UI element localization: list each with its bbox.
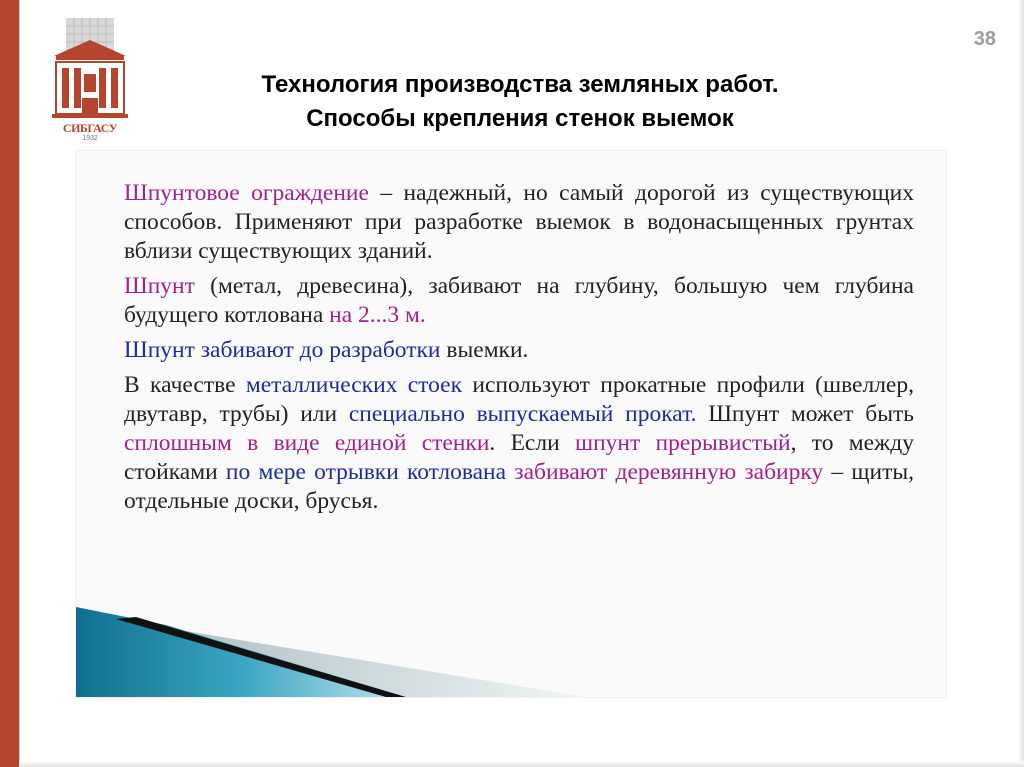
- term-wooden-lagging: забивают деревянную забирку: [514, 459, 824, 485]
- divider: [19, 0, 20, 767]
- content-text: [124, 179, 914, 522]
- paragraph-sheet-pile: [124, 272, 914, 330]
- term-excavation-progress: по мере отрывки котлована: [225, 459, 507, 485]
- paragraph-metal-posts: [124, 371, 914, 516]
- term-intermittent: шпунт прерывистый: [574, 430, 791, 456]
- slide-shadow-right: [1018, 0, 1024, 767]
- term-metal-posts: металлических стоек: [245, 372, 463, 398]
- term-sheet-pile: Шпунт: [124, 273, 195, 299]
- slide-shadow-bottom: [19, 761, 1024, 767]
- paragraph-text: – надежный, но самый дорогой из существующих способов. Применяют при разработке выемок в водонасыщенных грунтах вблизи существующих зданий.: [124, 180, 914, 264]
- slide-number: 38: [973, 28, 996, 50]
- term-driving: Шпунт забивают до разработки: [124, 337, 441, 363]
- term-sheet-pile-fence: Шпунтовое ограждение: [124, 180, 369, 206]
- paragraph-text: используют прокатные профили (швеллер, двутавр, трубы) или: [124, 372, 914, 427]
- slide-title: [150, 68, 890, 136]
- title-line-1: Технология производства земляных работ.: [261, 71, 779, 98]
- paragraph-sheet-pile-fence: [124, 179, 914, 266]
- paragraph-text: Шпунт может быть: [696, 401, 914, 427]
- title-line-2: Способы крепления стенок выемок: [306, 105, 734, 132]
- logo-caption: СИБГАСУ: [62, 121, 118, 135]
- paragraph-text: В качестве: [124, 372, 246, 398]
- term-continuous: сплошным в виде единой стенки: [124, 430, 490, 456]
- paragraph-text: (метал, древесина), забивают на глубину, большую чем глубина будущего котлована: [124, 273, 914, 328]
- decorative-wave: [76, 607, 947, 697]
- paragraph-driving: [124, 336, 914, 365]
- term-special-rolled: специально выпускаемый прокат.: [348, 401, 697, 427]
- content-panel: [75, 150, 947, 698]
- paragraph-text: – щиты, отдельные доски, брусья.: [124, 459, 915, 514]
- paragraph-text: выемки.: [440, 337, 529, 363]
- logo-subcaption: 1932: [82, 135, 98, 142]
- paragraph-text: , то между стойками: [124, 430, 914, 485]
- accent-bar: [0, 0, 19, 767]
- term-depth: на 2...3 м.: [329, 302, 426, 328]
- university-logo: [52, 18, 128, 144]
- paragraph-text: . Если: [489, 430, 575, 456]
